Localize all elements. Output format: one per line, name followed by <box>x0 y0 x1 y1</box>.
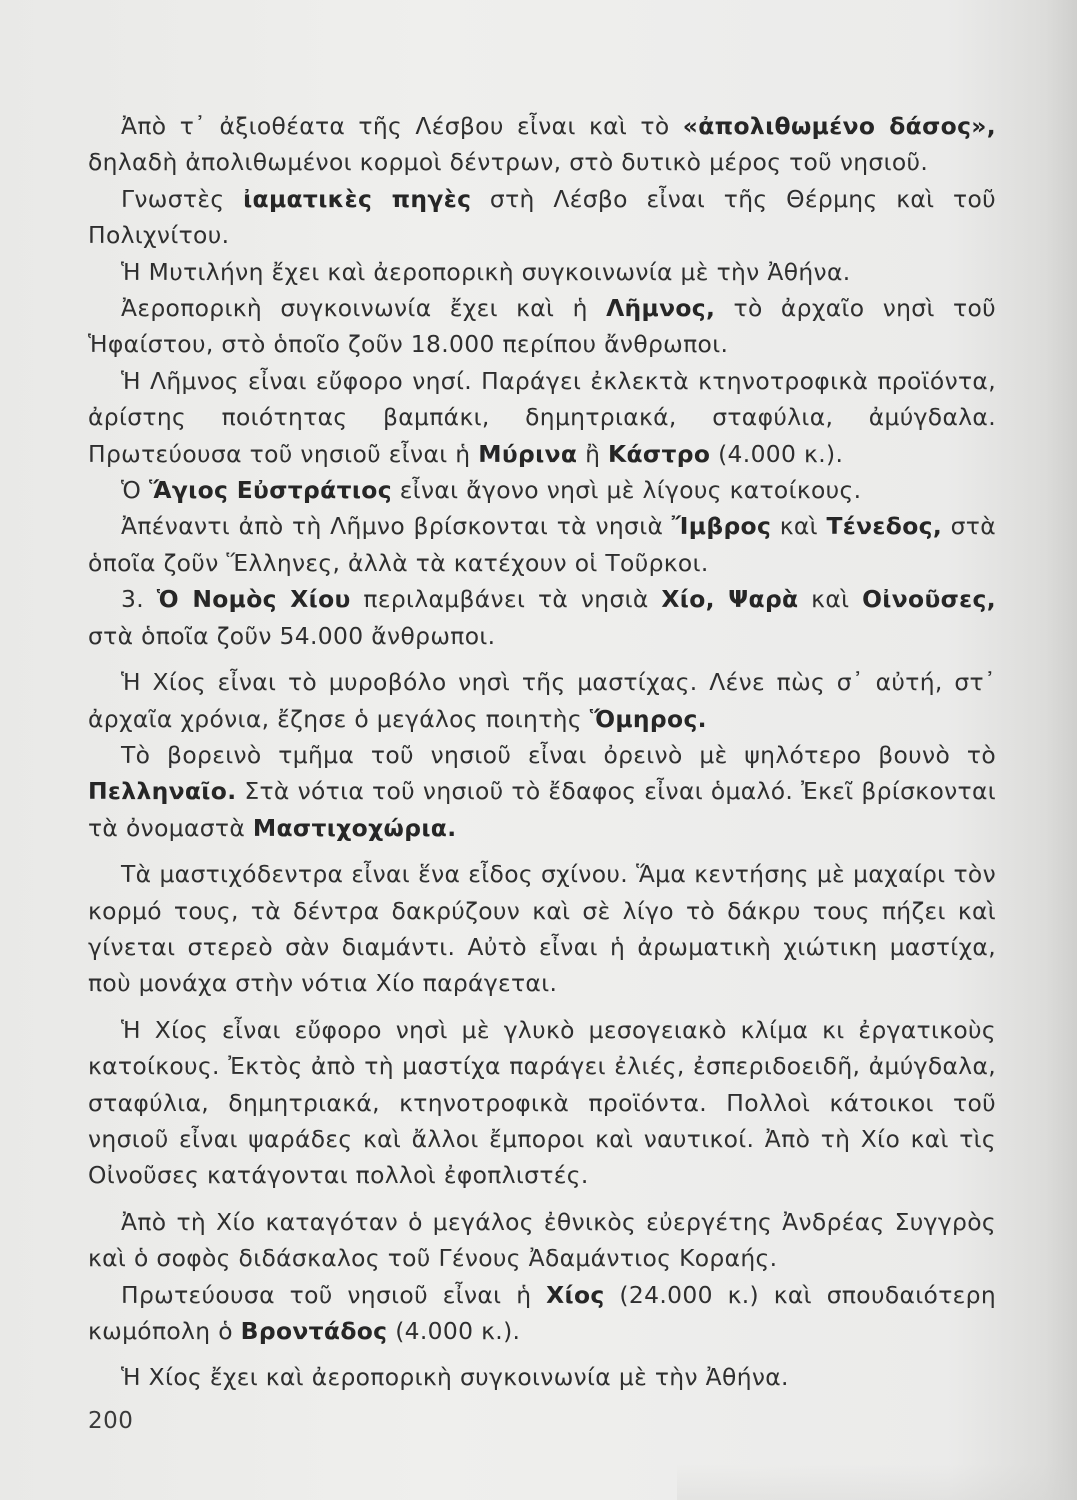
bold-term: Τένεδος, <box>826 512 943 541</box>
bold-term: Ἅγιος Εὐστράτιος <box>148 476 392 505</box>
paragraph <box>88 472 996 508</box>
text-run: στὴ Λέσβο εἶναι τῆς Θέρμης καὶ τοῦ Πολιχνίτου. <box>88 184 996 250</box>
paragraph <box>88 508 996 581</box>
text-run: (4.000 κ.). <box>387 1317 521 1345</box>
text-run: (4.000 κ.). <box>710 439 844 468</box>
bold-term: Κάστρο <box>608 439 711 468</box>
bold-term: Χίο, Ψαρὰ <box>661 585 799 614</box>
paragraph <box>88 254 996 290</box>
text-run: ἢ <box>577 439 609 468</box>
text-run: Πρωτεύουσα τοῦ νησιοῦ εἶναι ἡ <box>121 1280 547 1309</box>
bold-term: Λῆμνος, <box>606 294 716 323</box>
text-run: Ἡ Χίος ἔχει καὶ ἀεροπορικὴ συγκοινωνία μὲ τὴν Ἀθήνα. <box>121 1363 789 1392</box>
paragraph <box>88 108 996 181</box>
text-run: εἶναι ἄγονο νησὶ μὲ λίγους κατοίκους. <box>391 476 862 505</box>
text-run: στὰ ὁποῖα ζοῦν 54.000 ἄνθρωποι. <box>88 621 496 650</box>
bold-term: Μαστιχοχώρια. <box>252 813 457 842</box>
text-run: Τὸ βορεινὸ τμῆμα τοῦ νησιοῦ εἶναι ὀρεινὸ μὲ ψηλότερο βουνὸ τὸ <box>121 740 996 769</box>
bold-term: Ἴμβρος <box>671 512 772 541</box>
paragraph <box>88 181 996 254</box>
paragraph <box>88 1204 996 1277</box>
text-run: Ἡ Μυτιλήνη ἔχει καὶ ἀεροπορικὴ συγκοινωνία μὲ τὴν Ἀθήνα. <box>121 257 851 286</box>
text-run: δηλαδὴ ἀπολιθωμένοι κορμοὶ δέντρων, στὸ δυτικὸ μέρος τοῦ νησιοῦ. <box>88 148 929 177</box>
bold-term: Χίος <box>546 1280 605 1309</box>
paragraph <box>88 1012 996 1194</box>
bold-term: Ὅμηρος. <box>589 704 707 733</box>
bold-term: Βροντάδος <box>240 1317 388 1345</box>
text-run: Ἡ Χίος εἶναι εὔφορο νησὶ μὲ γλυκὸ μεσογειακὸ κλίμα κι ἐργατικοὺς κατοίκους. Ἐκτὸς ἀπὸ τὴ μαστίχα παράγει ἐλιές, ἐσπεριδοειδῆ, ἀμύγδαλα, σταφύλια, δημητριακά, κτηνοτροφικὰ προϊόντα. Πολλοὶ κάτοικοι τοῦ νησιοῦ εἶναι ψαράδες καὶ ἄλλοι ἔμποροι καὶ ναυτικοί. Ἀπὸ τὴ Χίο καὶ τὶς Οἰνοῦσες κατάγονται πολλοὶ ἐφοπλιστές. <box>88 1015 996 1190</box>
bold-term: Οἰνοῦσες, <box>862 585 996 614</box>
text-run: Ἀεροπορικὴ συγκοινωνία ἔχει καὶ ἡ <box>121 294 607 323</box>
paragraph <box>88 664 996 737</box>
bold-term: Μύρινα <box>478 439 578 468</box>
paragraph <box>88 1359 996 1395</box>
paragraph <box>88 363 996 472</box>
text-run: τὸ ἀρχαῖο νησὶ τοῦ Ἡφαίστου, στὸ ὁποῖο ζοῦν 18.000 περίπου ἄνθρωποι. <box>88 294 996 359</box>
paragraph <box>88 290 996 363</box>
bold-term: ἰαματικὲς πηγὲς <box>243 184 472 213</box>
text-run: Τὰ μαστιχόδεντρα εἶναι ἕνα εἶδος σχίνου. Ἅμα κεντήσης μὲ μαχαίρι τὸν κορμό τους, τὰ δέντρα δακρύζουν καὶ σὲ λίγο τὸ δάκρυ τους πήζει καὶ γίνεται στερεὸ σὰν διαμάντι. Αὐτὸ εἶναι ἡ ἀρωματικὴ χιώτικη μαστίχα, ποὺ μονάχα στὴν νότια Χίο παράγεται. <box>88 860 996 998</box>
text-run: Γνωστὲς <box>121 184 244 213</box>
text-run: Ὁ <box>121 476 149 505</box>
text-run: Ἀπέναντι ἀπὸ τὴ Λῆμνο βρίσκονται τὰ νησιὰ <box>121 512 672 541</box>
text-run: καὶ <box>798 585 863 614</box>
text-run: Ἡ Χίος εἶναι τὸ μυροβόλο νησὶ τῆς μαστίχας. Λένε πὼς σ᾿ αὐτή, στ᾿ ἀρχαῖα χρόνια, ἔζησε ὁ μεγάλος ποιητὴς <box>88 668 996 733</box>
text-run: 3. <box>121 585 157 614</box>
text-run: Ἡ Λῆμνος εἶναι εὔφορο νησί. Παράγει ἐκλεκτὰ κτηνοτροφικὰ προϊόντα, ἀρίστης ποιότητας βαμπάκι, δημητριακά, σταφύλια, ἀμύγδαλα. Πρωτεύουσα τοῦ νησιοῦ εἶναι ἡ <box>88 366 996 468</box>
text-run: Στὰ νότια τοῦ νησιοῦ τὸ ἔδαφος εἶναι ὁμαλό. Ἐκεῖ βρίσκονται τὰ ὀνομαστὰ <box>88 777 996 842</box>
text-run: καὶ <box>771 512 827 541</box>
page-edge-shadow <box>677 1464 1077 1500</box>
text-run: περιλαμβάνει τὰ νησιὰ <box>350 585 662 614</box>
text-run: Ἀπὸ τὴ Χίο καταγόταν ὁ μεγάλος ἐθνικὸς εὐεργέτης Ἀνδρέας Συγγρὸς καὶ ὁ σοφὸς διδάσκαλος τοῦ Γένους Ἀδαμάντιος Κοραής. <box>88 1207 996 1273</box>
page-number: 200 <box>88 1408 134 1434</box>
text-run: Ἀπὸ τ᾿ ἀξιοθέατα τῆς Λέσβου εἶναι καὶ τὸ <box>121 112 683 140</box>
paragraph <box>88 737 996 846</box>
paragraph <box>88 1277 996 1350</box>
text-run: στὰ ὁποῖα ζοῦν Ἕλληνες, ἀλλὰ τὰ κατέχουν οἱ Τοῦρκοι. <box>88 512 996 577</box>
paragraph <box>88 856 996 1002</box>
text-run: (24.000 κ.) καὶ σπουδαιότερη κωμόπολη ὁ <box>88 1280 997 1345</box>
bold-term: Πελληναῖο. <box>88 777 237 806</box>
body-text <box>88 108 996 1396</box>
paragraph <box>88 581 996 654</box>
bold-term: Ὁ Νομὸς Χίου <box>156 585 351 614</box>
bold-term: «ἀπολιθωμένο δάσος», <box>682 112 996 140</box>
